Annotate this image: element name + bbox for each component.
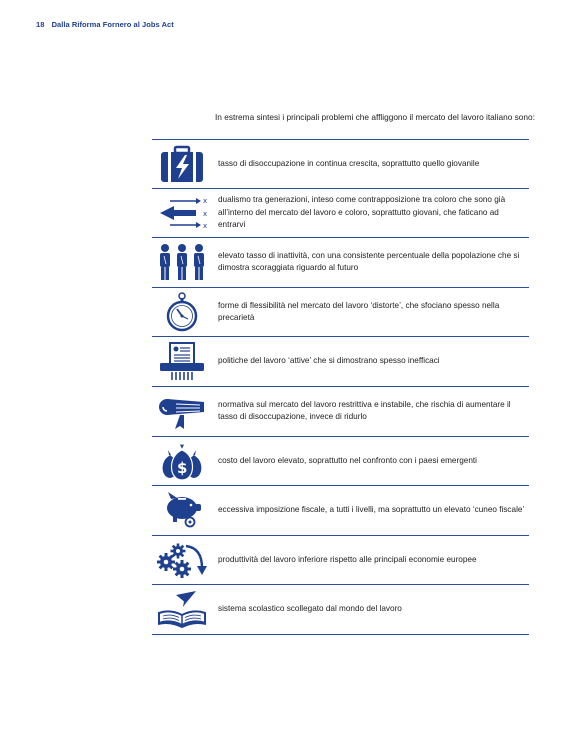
stopwatch-icon bbox=[154, 292, 210, 332]
list-item bbox=[152, 437, 529, 487]
item-text: sistema scolastico scollegato dal mondo del lavoro bbox=[218, 604, 402, 614]
list-item bbox=[152, 337, 529, 387]
open-book-icon bbox=[154, 589, 210, 629]
list-item bbox=[152, 238, 529, 288]
running-header bbox=[36, 20, 174, 29]
document-shredder-icon bbox=[154, 341, 210, 381]
intro-paragraph: In estrema sintesi i principali problemi che affliggono il mercato del lavoro italiano sono: bbox=[215, 112, 535, 122]
scroll-icon bbox=[154, 391, 210, 431]
item-text: eccessiva imposizione fiscale, a tutti i livelli, ma soprattutto un elevato ‘cuneo fiscale’ bbox=[218, 505, 525, 515]
list-item bbox=[152, 139, 529, 189]
item-text: tasso di disoccupazione in continua crescita, soprattutto quello giovanile bbox=[218, 158, 480, 168]
list-item bbox=[152, 536, 529, 586]
svg-text:x: x bbox=[203, 209, 208, 218]
briefcase-lightning-icon bbox=[154, 144, 210, 184]
list-item bbox=[152, 189, 529, 239]
svg-text:$: $ bbox=[177, 458, 188, 477]
page-number: 18 bbox=[36, 20, 45, 29]
money-bags-icon bbox=[154, 441, 210, 481]
item-text: dualismo tra generazioni, inteso come contrapposizione tra coloro che sono già all’interno del mercato del lavoro e coloro, soprattutto giovani, che faticano ad entrarvi bbox=[218, 195, 506, 230]
piggy-bank-icon bbox=[154, 490, 210, 530]
problems-list bbox=[152, 139, 529, 635]
list-item bbox=[152, 288, 529, 338]
item-text: elevato tasso di inattività, con una consistente percentuale della popolazione che si dimostra scoraggiata riguardo al futuro bbox=[218, 250, 520, 273]
list-item bbox=[152, 486, 529, 536]
svg-text:x: x bbox=[203, 221, 208, 230]
item-text: produttività del lavoro inferiore rispetto alle principali economie europee bbox=[218, 554, 477, 564]
list-item bbox=[152, 387, 529, 437]
svg-text:x: x bbox=[203, 196, 208, 205]
gears-arrow-icon bbox=[154, 540, 210, 580]
arrows-target-icon bbox=[154, 193, 210, 233]
item-text: politiche del lavoro ‘attive’ che si dimostrano spesso inefficaci bbox=[218, 356, 440, 366]
list-item bbox=[152, 585, 529, 635]
running-title: Dalla Riforma Fornero al Jobs Act bbox=[51, 20, 174, 29]
item-text: forme di flessibilità nel mercato del lavoro ‘distorte’, che sfociano spesso nella precarietà bbox=[218, 300, 500, 323]
item-text: costo del lavoro elevato, soprattutto nel confronto con i paesi emergenti bbox=[218, 455, 477, 465]
people-group-icon bbox=[154, 242, 210, 282]
item-text: normativa sul mercato del lavoro restrittiva e instabile, che rischia di aumentare il tasso di disoccupazione, invece di ridurlo bbox=[218, 399, 511, 422]
